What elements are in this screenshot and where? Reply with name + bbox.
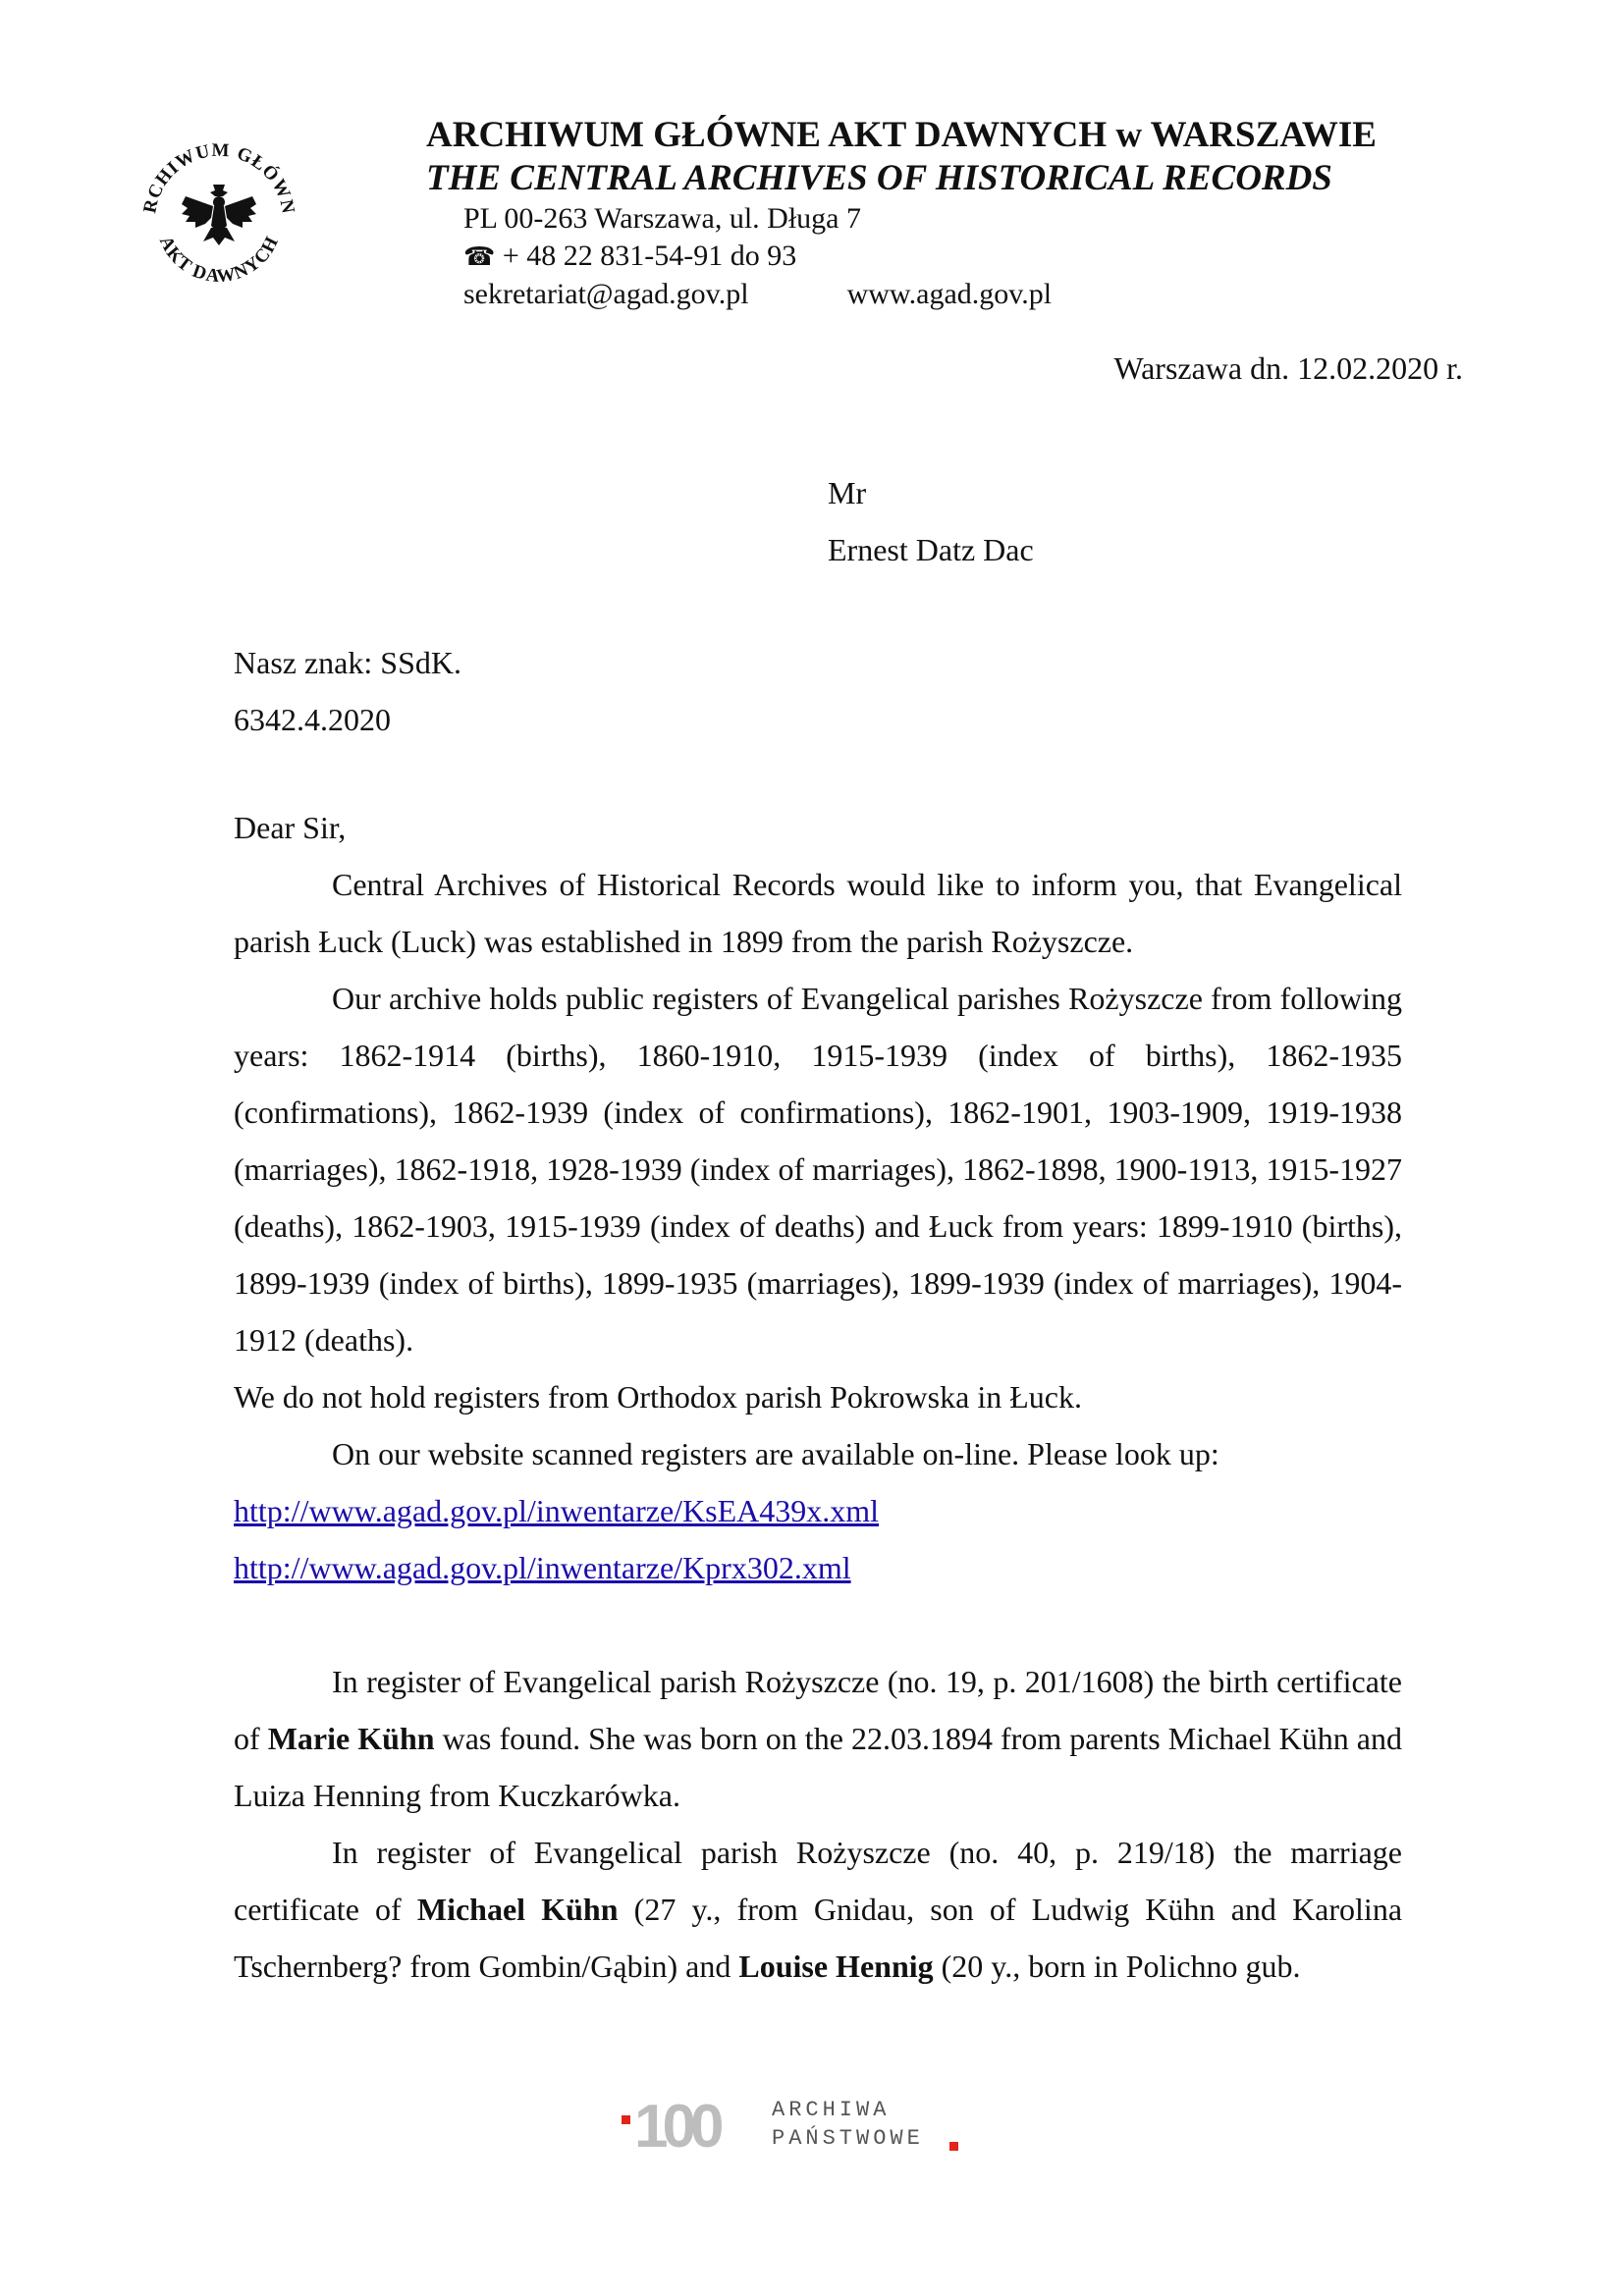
letterhead bbox=[426, 114, 1377, 313]
website-address: www.agad.gov.pl bbox=[846, 278, 1053, 310]
svg-text:AKT DAWNYCH: AKT DAWNYCH bbox=[154, 233, 284, 288]
recipient-name: Ernest Datz Dac bbox=[828, 532, 1034, 567]
text-segment: In register of Evangelical parish Rożyszcze (no. 19, p. 201/1608) the birth certificate of bbox=[234, 1664, 1402, 1756]
letter-body bbox=[234, 799, 1402, 1995]
letter-date: Warszawa dn. 12.02.2020 r. bbox=[1113, 350, 1463, 386]
link-line-2 bbox=[234, 1539, 1402, 1596]
archive-seal-logo bbox=[126, 122, 312, 308]
paragraph-orthodox: We do not hold registers from Orthodox parish Pokrowska in Łuck. bbox=[234, 1379, 1082, 1415]
phone-icon: ☎ bbox=[463, 242, 496, 271]
paragraph-marriage-certificate bbox=[234, 1824, 1402, 1995]
logo-red-square bbox=[622, 2115, 630, 2124]
logo-text bbox=[772, 2096, 924, 2153]
phone-number: + 48 22 831-54-91 do 93 bbox=[502, 240, 797, 272]
register-link-1[interactable]: http://www.agad.gov.pl/inwentarze/KsEA439x.xml bbox=[234, 1493, 880, 1528]
text-segment: was found. She was born on the 22.03.1894 from parents Michael Kühn and Luiza Henning from Kuczkarówka. bbox=[234, 1721, 1403, 1813]
reference-block bbox=[234, 634, 461, 748]
svg-text:100: 100 bbox=[634, 2096, 719, 2155]
person-name: Marie Kühn bbox=[267, 1721, 435, 1756]
register-link-2[interactable]: http://www.agad.gov.pl/inwentarze/Kprx302.xml bbox=[234, 1550, 851, 1585]
archive-title-polish: ARCHIWUM GŁÓWNE AKT DAWNYCH w WARSZAWIE bbox=[426, 115, 1377, 155]
logo-text-line1: ARCHIWA bbox=[772, 2098, 891, 2122]
text-segment: (27 y., from Gnidau, son of Ludwig Kühn and Karolina Tschernberg? from Gombin/Gąbin) and bbox=[234, 1892, 1403, 1984]
text-segment: (20 y., born in Polichno gub. bbox=[933, 1949, 1301, 1984]
address-line: PL 00-263 Warszawa, ul. Długa 7 bbox=[463, 202, 861, 235]
phone-line bbox=[463, 238, 1377, 276]
svg-text:ARCHIWUM GŁÓWNE: RCHIWUM GŁÓWN bbox=[139, 139, 298, 216]
greeting: Dear Sir, bbox=[234, 810, 347, 845]
logo-red-square bbox=[949, 2142, 958, 2151]
person-name: Michael Kühn bbox=[416, 1892, 619, 1927]
archive-title-english: THE CENTRAL ARCHIVES OF HISTORICAL RECORDS bbox=[426, 158, 1332, 198]
email-address: sekretariat@agad.gov.pl bbox=[463, 278, 749, 310]
paragraph-birth-certificate bbox=[234, 1653, 1402, 1824]
recipient-title: Mr bbox=[828, 475, 867, 510]
reference-number: 6342.4.2020 bbox=[234, 702, 391, 737]
logo-100-mark bbox=[634, 2096, 762, 2155]
link-line-1 bbox=[234, 1482, 1402, 1539]
reference-label: Nasz znak: SSdK. bbox=[234, 645, 461, 680]
text-segment: In register of Evangelical parish Rożyszcze (no. 40, p. 219/18) the marriage certificate of bbox=[234, 1835, 1402, 1927]
contact-line bbox=[463, 276, 1377, 313]
paragraph-registers: Our archive holds public registers of Evangelical parishes Rożyszcze from following years: 1862-1914 (births), 1860-1910, 1915-1939 (index of births), 1862-1935 (confirmations), 1862-1939 (index of confirmations), 1862-1901, 1903-1909, 1919-1938 (marriages), 1862-1918, 1928-1939 (index of marriages), 1862-1898, 1900-1913, 1915-1927 (deaths), 1862-1903, 1915-1939 (index of deaths) and Łuck from years: 1899-1910 (births), 1899-1939 (index of births), 1899-1935 (marriages), 1899-1939 (index of marriages), 1904-1912 (deaths). bbox=[234, 981, 1402, 1358]
logo-text-line2: PAŃSTWOWE bbox=[772, 2126, 924, 2151]
paragraph-parish-info: Central Archives of Historical Records would like to inform you, that Evangelical parish Łuck (Luck) was established in 1899 from the parish Rożyszcze. bbox=[234, 867, 1402, 959]
paragraph-website: On our website scanned registers are available on-line. Please look up: bbox=[332, 1436, 1219, 1471]
person-name: Louise Hennig bbox=[738, 1949, 934, 1984]
recipient-block bbox=[828, 464, 1034, 578]
